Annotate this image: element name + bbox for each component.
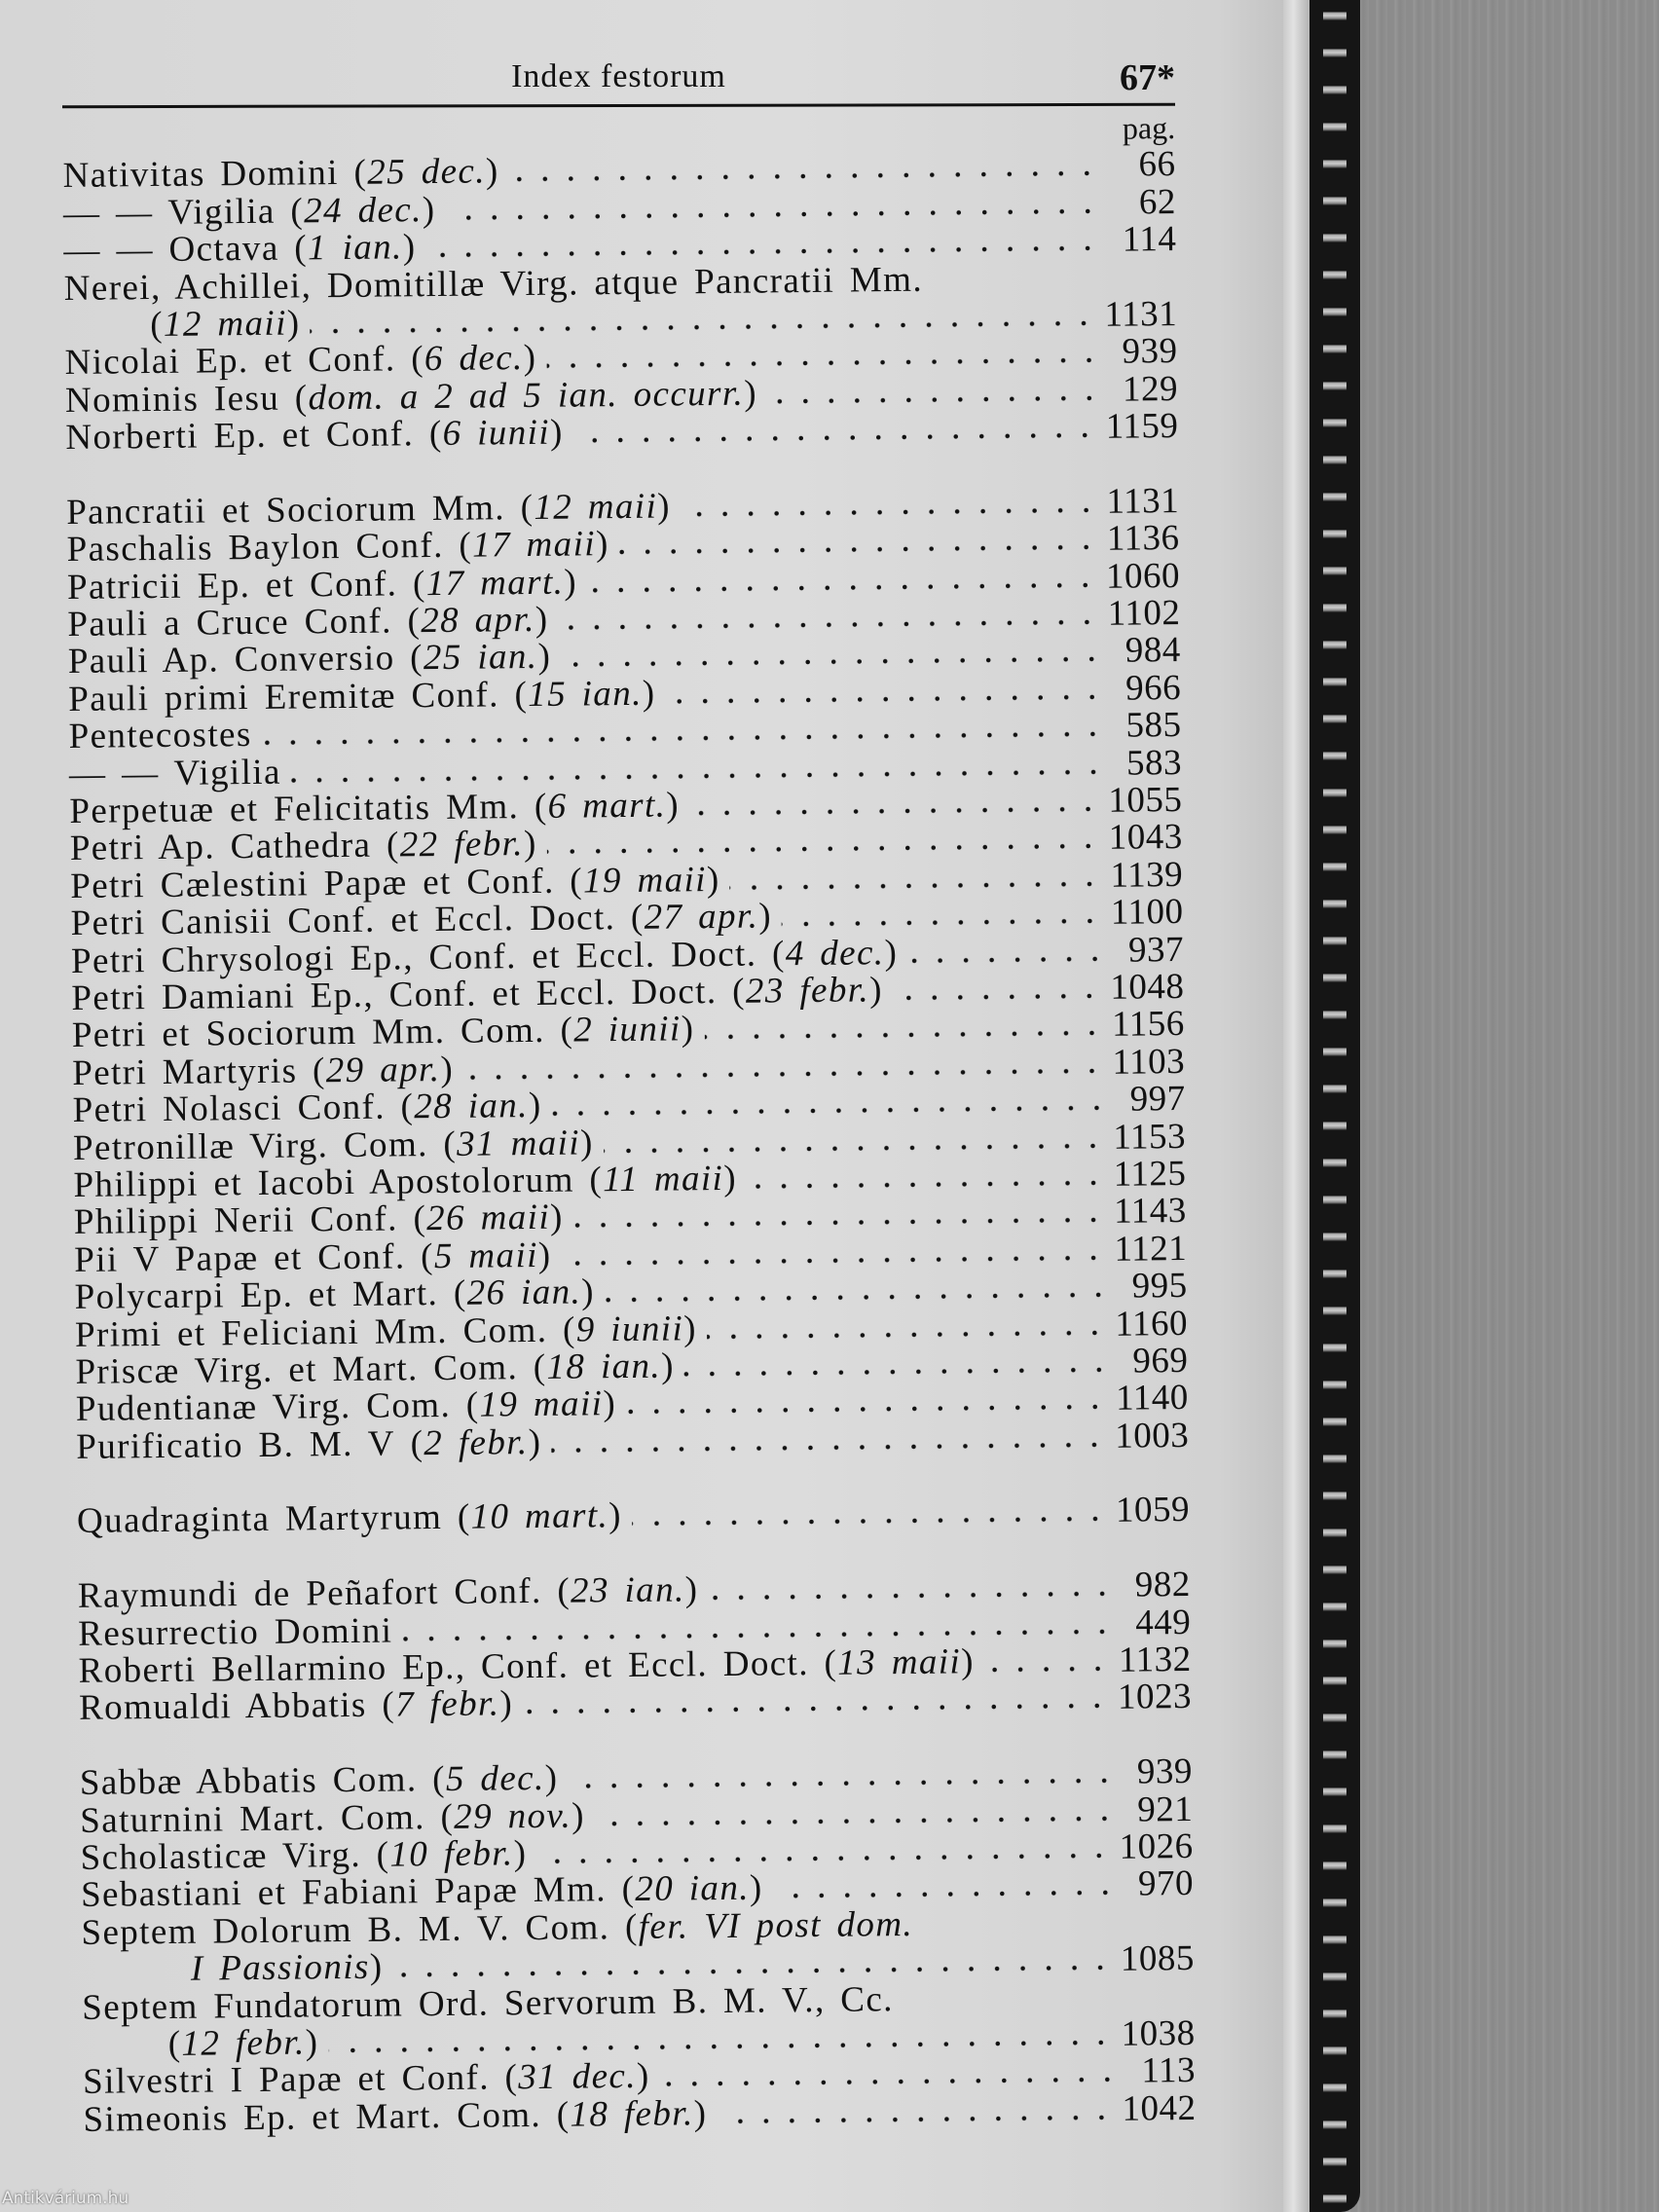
entry-name: Petri Damiani Ep., Conf. et Eccl. Doct. — [71, 971, 718, 1018]
entry-page-number: 982 — [1134, 1565, 1192, 1605]
paren: ) — [684, 1569, 699, 1610]
dot-leader — [463, 1068, 1105, 1081]
entry-name: — — Vigilia — [68, 752, 282, 794]
entry-page-number: 1125 — [1113, 1153, 1187, 1195]
paren: ) — [660, 1346, 676, 1386]
entry-name: Saturnini Mart. Com. — [80, 1796, 426, 1841]
entry-page-number: 997 — [1129, 1079, 1186, 1120]
entry-page-number: 1103 — [1112, 1041, 1186, 1083]
paren: ( — [366, 1684, 396, 1726]
dot-leader — [767, 395, 1102, 405]
entry-page-number: 129 — [1122, 368, 1179, 410]
paren: ( — [808, 1642, 838, 1684]
entry-name: Sebastiani et Fabiani Papæ Mm. — [80, 1869, 608, 1916]
entry-name: Nicolai Ep. et Conf. — [64, 339, 396, 384]
entry-name: Pauli a Cruce Conf. — [67, 601, 393, 645]
entry-date: 12 maii — [163, 303, 287, 345]
entry-date: fer. VI post dom. — [638, 1903, 914, 1947]
paren: ( — [278, 228, 309, 269]
dot-leader — [311, 320, 1097, 334]
paren: ) — [549, 412, 564, 453]
entry-name: Sabbæ Abbatis Com. — [79, 1759, 418, 1804]
header-title: Index festorum — [511, 58, 726, 94]
paren: ) — [286, 303, 301, 344]
entry-date: 28 apr. — [420, 600, 536, 642]
entry-date: 12 febr. — [181, 2022, 306, 2064]
entry-page-number: 1153 — [1113, 1116, 1187, 1158]
dot-leader — [573, 1217, 1106, 1229]
entry-date: 10 febr. — [389, 1833, 514, 1875]
paren: ( — [417, 1759, 447, 1800]
entry-date: 4 dec. — [785, 932, 885, 974]
entry-date: 27 apr. — [644, 896, 759, 938]
dot-leader — [619, 544, 1099, 555]
entry-name: Silvestri I Papæ et Conf. — [82, 2057, 491, 2103]
entry-date: 11 maii — [602, 1158, 724, 1200]
paren: ( — [391, 601, 422, 642]
entry-date: 29 apr. — [325, 1049, 441, 1090]
dot-leader — [546, 357, 1101, 369]
dot-leader — [730, 881, 1103, 891]
paren: ( — [395, 339, 425, 380]
dot-leader — [782, 918, 1103, 927]
entry-name: Polycarpi Ep. et Mart. — [74, 1273, 439, 1318]
entry-date: 19 maii — [582, 859, 708, 902]
entry-page-number: 937 — [1127, 929, 1185, 971]
entry-name: Nerei, Achillei, Domitillæ Virg. atque Pancratii Mm. — [63, 259, 924, 309]
paren: ) — [580, 1272, 596, 1312]
entry-date: 23 ian. — [570, 1569, 685, 1611]
entry-page-number: 939 — [1122, 331, 1178, 372]
paren: ( — [441, 1497, 471, 1538]
entry-name: Petri Martyris — [72, 1051, 298, 1093]
entry-page-number: 1059 — [1115, 1490, 1191, 1531]
dot-leader — [568, 1778, 1117, 1789]
paren: ) — [535, 599, 549, 641]
paren: ) — [868, 970, 884, 1011]
paren: ( — [609, 1906, 639, 1947]
entry-page-number: 939 — [1136, 1751, 1194, 1792]
dot-leader — [893, 993, 1103, 1001]
entry-date: 24 dec. — [303, 189, 424, 232]
entry-page-number: 1085 — [1120, 1938, 1196, 1979]
entry-date: 18 ian. — [546, 1346, 662, 1387]
paren: ) — [681, 1009, 695, 1050]
entry-name: Raymundi de Peñafort Conf. — [77, 1571, 542, 1617]
dot-leader — [707, 1329, 1108, 1339]
dot-leader — [604, 1142, 1106, 1153]
entry-name: Patricii Ep. et Conf. — [66, 564, 398, 608]
paren: ) — [642, 673, 656, 714]
entry-date: dom. a 2 ad 5 ian. occurr. — [308, 373, 745, 419]
running-header — [62, 56, 1175, 99]
paren: ) — [485, 151, 499, 192]
entry-page-number: 1121 — [1114, 1228, 1188, 1270]
entry-page-number: 1132 — [1118, 1639, 1192, 1680]
dot-leader — [684, 1367, 1113, 1378]
dot-leader — [689, 806, 1100, 816]
paren: ) — [743, 373, 758, 414]
watermark: Antikvárium.hu — [2, 2189, 129, 2208]
paren: ( — [275, 191, 305, 232]
paren: ( — [394, 638, 424, 679]
entry-name: Pauli primi Eremitæ Conf. — [68, 675, 500, 719]
entry-date: 13 maii — [837, 1641, 962, 1683]
dot-leader — [660, 2077, 1120, 2087]
dot-leader — [561, 656, 1105, 668]
entry-page-number: 585 — [1125, 705, 1182, 746]
paren: ) — [706, 859, 720, 900]
entry-date: 5 maii — [433, 1235, 539, 1276]
paren: ) — [544, 1757, 559, 1799]
entry-page-number: 995 — [1131, 1266, 1188, 1307]
page-edge — [1283, 0, 1309, 2212]
paren: ) — [305, 2022, 319, 2063]
entry-page-number: 1156 — [1111, 1004, 1185, 1046]
dot-leader — [907, 955, 1108, 963]
paren: ( — [297, 1050, 326, 1091]
dot-leader — [509, 170, 1100, 182]
entry-page-number: 1131 — [1104, 293, 1178, 335]
dot-leader — [536, 1853, 1111, 1864]
entry-page-number: 1159 — [1105, 406, 1179, 447]
entry-name: Philippi et Iacobi Apostolorum — [73, 1160, 574, 1205]
entry-name: — — Vigilia — [62, 191, 276, 234]
dot-leader — [328, 2040, 1113, 2053]
paren: ( — [397, 1198, 427, 1239]
entry-page-number: 1003 — [1114, 1415, 1190, 1456]
dot-leader — [666, 694, 1106, 705]
entry-date: 15 ian. — [527, 673, 643, 715]
entry-date: 26 ian. — [466, 1272, 582, 1313]
dot-leader — [523, 1703, 1110, 1714]
entry-page-number: 1055 — [1108, 780, 1183, 821]
index-section-r — [78, 1567, 1193, 1728]
paren: ( — [498, 674, 529, 716]
dot-leader — [595, 1815, 1117, 1826]
entry-page-number: 1043 — [1108, 817, 1183, 859]
paren: ( — [717, 971, 747, 1012]
paren: ) — [499, 1683, 514, 1724]
entry-page-number: 1143 — [1113, 1191, 1188, 1233]
entry-page-number: 1136 — [1106, 518, 1180, 560]
paren: ( — [554, 861, 584, 902]
entry-page-number: 921 — [1137, 1788, 1194, 1830]
entry-page-number: 62 — [1138, 181, 1177, 223]
dot-leader — [291, 768, 1106, 783]
entry-date: 17 maii — [471, 524, 597, 566]
dot-leader — [773, 1890, 1118, 1899]
entry-name: Petri Cælestini Papæ et Conf. — [70, 861, 555, 906]
dot-leader — [708, 1591, 1115, 1601]
entry-name: Resurrectio Domini — [78, 1610, 393, 1654]
paren: ( — [405, 1235, 435, 1277]
paren: ) — [513, 1833, 528, 1874]
paren: ( — [397, 563, 426, 605]
dot-leader — [426, 245, 1101, 258]
paren: ) — [723, 1158, 738, 1198]
entry-name: Primi et Feliciani Mm. Com. — [74, 1309, 548, 1355]
index-list — [62, 109, 1197, 2139]
entry-date: 1 ian. — [307, 227, 403, 269]
entry-page-number: 969 — [1132, 1340, 1189, 1382]
entry-page-number: 1160 — [1115, 1303, 1189, 1345]
paren: ) — [549, 1198, 564, 1238]
paren: ) — [666, 785, 681, 826]
header-page-number: 67* — [1120, 57, 1175, 98]
paren: ) — [440, 1049, 455, 1089]
entry-page-number: 66 — [1138, 144, 1176, 185]
paren: ( — [504, 487, 535, 529]
paren: ( — [541, 1570, 571, 1612]
paren: ) — [537, 637, 552, 678]
paren: ) — [528, 1086, 542, 1126]
paren: ( — [149, 304, 165, 346]
entry-date: 25 ian. — [423, 637, 538, 679]
entry-date: 6 iunii — [442, 412, 551, 455]
paren: ( — [489, 2057, 519, 2098]
paren: ) — [603, 1383, 617, 1424]
paren: ( — [547, 1309, 576, 1350]
entry-name: Pauli Ap. Conversio — [67, 638, 395, 682]
entry-page-number: 1038 — [1121, 2012, 1196, 2054]
paren: ) — [422, 189, 436, 230]
dot-leader — [562, 1255, 1107, 1267]
paren: ( — [573, 1160, 604, 1200]
entry-page-number: 984 — [1124, 630, 1181, 672]
dot-leader — [559, 619, 1100, 631]
entry-date: 29 nov. — [453, 1795, 572, 1837]
paren: ) — [402, 227, 417, 268]
entry-name: Petri Ap. Cathedra — [69, 826, 372, 869]
entry-page-number: 583 — [1125, 742, 1183, 784]
entry-date: 6 dec. — [424, 338, 524, 380]
entry-page-number: 1102 — [1107, 593, 1181, 634]
entry-date-continuation: I Passionis — [190, 1946, 370, 1989]
dot-leader — [551, 1442, 1107, 1454]
entry-date: 31 dec. — [518, 2056, 638, 2098]
paren: ) — [571, 1795, 586, 1836]
entry-name: Quadraginta Martyrum — [76, 1497, 443, 1542]
paren: ( — [424, 1796, 455, 1837]
entry-date: 2 iunii — [572, 1009, 682, 1051]
entry-page-number: 114 — [1122, 219, 1177, 260]
entry-page-number: 1026 — [1119, 1825, 1194, 1867]
entry-date: 31 maii — [456, 1123, 581, 1164]
entry-date: 9 iunii — [575, 1308, 684, 1350]
paren: ) — [528, 1421, 542, 1462]
entry-name: Nativitas Domini — [62, 153, 340, 197]
index-section-p — [65, 480, 1190, 1467]
entry-name: Pentecostes — [68, 715, 252, 757]
entry-date: 20 ian. — [635, 1868, 751, 1910]
entry-date: 22 febr. — [399, 824, 525, 866]
entry-name: Simeonis Ep. et Mart. Com. — [83, 2094, 542, 2140]
entry-name: Perpetuæ et Felicitatis Mm. — [69, 787, 520, 831]
index-section-n — [62, 146, 1178, 457]
book-spine-binding — [1309, 0, 1360, 2212]
entry-date: 25 dec. — [367, 151, 487, 194]
entry-date: 17 mart. — [425, 562, 565, 604]
dot-leader — [573, 432, 1098, 444]
entry-name: Romualdi Abbatis — [78, 1685, 367, 1729]
paren: ) — [960, 1641, 976, 1682]
index-section-s — [80, 1753, 1197, 2139]
dot-leader — [704, 1030, 1104, 1040]
dot-leader — [393, 1965, 1113, 1978]
paren: ( — [371, 825, 400, 866]
paren: ) — [595, 524, 609, 565]
entry-date: 10 mart. — [470, 1495, 609, 1538]
entry-name: Priscæ Virg. et Mart. Com. — [75, 1347, 519, 1392]
entry-page-number: 966 — [1124, 667, 1182, 709]
paren: ) — [693, 2092, 708, 2134]
entry-name: Scholasticæ Virg. — [80, 1834, 362, 1878]
paren: ( — [394, 1422, 424, 1464]
dot-leader — [547, 843, 1101, 855]
entry-name: — — Octava — [63, 228, 279, 272]
paren: ) — [523, 824, 537, 865]
entry-date: 23 febr. — [745, 970, 870, 1012]
entry-date: 12 maii — [534, 486, 658, 528]
dot-leader — [446, 208, 1100, 221]
paren: ( — [606, 1869, 636, 1910]
entry-page-number: 1140 — [1115, 1378, 1190, 1419]
dot-leader — [552, 1105, 1110, 1117]
paren: ) — [636, 2056, 650, 2097]
paren: ( — [167, 2023, 182, 2064]
entry-name: Roberti Bellarmino Ep., Conf. et Eccl. Doct. — [78, 1643, 810, 1691]
dot-leader — [632, 1516, 1108, 1527]
paren: ) — [682, 1308, 698, 1348]
paren: ( — [544, 1010, 574, 1051]
entry-name: Pancratii et Sociorum Mm. — [65, 488, 506, 533]
dot-leader — [984, 1666, 1111, 1673]
entry-name: Petri Canisii Conf. et Eccl. Doct. — [70, 898, 616, 944]
paren: ) — [564, 562, 578, 603]
paren: ) — [656, 486, 672, 527]
entry-page-number: 1139 — [1110, 854, 1184, 896]
paren: ) — [523, 338, 537, 379]
entry-date: 2 febr. — [424, 1421, 529, 1463]
entry-page-number: 1131 — [1106, 480, 1180, 522]
paren: ( — [438, 1272, 467, 1314]
entry-date: 28 ian. — [414, 1086, 530, 1127]
paren: ) — [608, 1495, 623, 1536]
page-column-label: pag. — [1122, 110, 1176, 146]
entry-page-number: 1023 — [1117, 1677, 1193, 1718]
entry-name: Pudentianæ Virg. Com. — [75, 1385, 452, 1430]
entry-name: Purificatio B. M. V — [76, 1423, 396, 1467]
paren: ( — [756, 933, 786, 975]
entry-name: Pii V Papæ et Conf. — [74, 1236, 406, 1280]
entry-date: 26 maii — [425, 1198, 551, 1239]
paren: ( — [360, 1834, 390, 1875]
paren: ) — [369, 1946, 384, 1987]
paren: ( — [338, 153, 368, 194]
entry-date: 6 mart. — [547, 785, 667, 827]
paren: ( — [413, 414, 443, 455]
paren: ( — [450, 1384, 480, 1426]
entry-page-number: 449 — [1135, 1602, 1192, 1643]
paren: ( — [615, 897, 645, 939]
entry-page-number: 1060 — [1105, 555, 1181, 597]
paren: ) — [537, 1235, 552, 1275]
entry-name: Philippi Nerii Conf. — [73, 1198, 399, 1243]
paren: ) — [579, 1122, 594, 1163]
entry-date: 18 febr. — [570, 2093, 694, 2135]
entry-date: 5 dec. — [445, 1758, 545, 1800]
dot-leader — [626, 1404, 1108, 1415]
dot-leader — [402, 1628, 1115, 1641]
entry-name: Petri Nolasci Conf. — [72, 1087, 387, 1131]
entry-name: Septem Fundatorum Ord. Servorum B. M. V., Cc. — [82, 1978, 895, 2028]
dot-leader — [262, 731, 1106, 746]
entry-name: Norberti Ep. et Conf. — [65, 414, 415, 459]
entry-page-number: 113 — [1141, 2050, 1197, 2091]
paren: ) — [758, 896, 773, 937]
paren: ( — [385, 1087, 415, 1127]
entry-name: Petri Chrysologi Ep., Conf. et Eccl. Doct. — [70, 934, 757, 981]
paren: ( — [519, 786, 548, 828]
dot-leader — [605, 1292, 1112, 1303]
paren: ( — [540, 2094, 571, 2135]
entry-name: Septem Dolorum B. M. V. Com. — [81, 1906, 610, 1953]
paren: ) — [884, 932, 899, 973]
entry-name: Petri et Sociorum Mm. Com. — [71, 1011, 546, 1056]
entry-name: Paschalis Baylon Conf. — [66, 526, 444, 571]
entry-name: Petronillæ Virg. Com. — [72, 1124, 428, 1168]
entry-page-number: 1042 — [1122, 2087, 1197, 2129]
entry-page-number: 1048 — [1110, 966, 1185, 1008]
entry-page-number: 1100 — [1110, 892, 1184, 933]
entry-date: 7 febr. — [394, 1683, 500, 1725]
dot-leader — [587, 582, 1098, 593]
entry-date: 19 maii — [479, 1383, 604, 1425]
paren: ( — [443, 525, 473, 567]
paren: ( — [278, 378, 309, 419]
entry-name: Nominis Iesu — [64, 378, 280, 421]
paren: ( — [517, 1346, 547, 1388]
paren: ) — [749, 1867, 763, 1909]
dot-leader — [747, 1180, 1106, 1190]
entry-page-number: 970 — [1137, 1863, 1195, 1904]
dot-leader — [717, 2115, 1114, 2124]
dot-leader — [681, 507, 1099, 517]
paren: ( — [427, 1124, 458, 1164]
